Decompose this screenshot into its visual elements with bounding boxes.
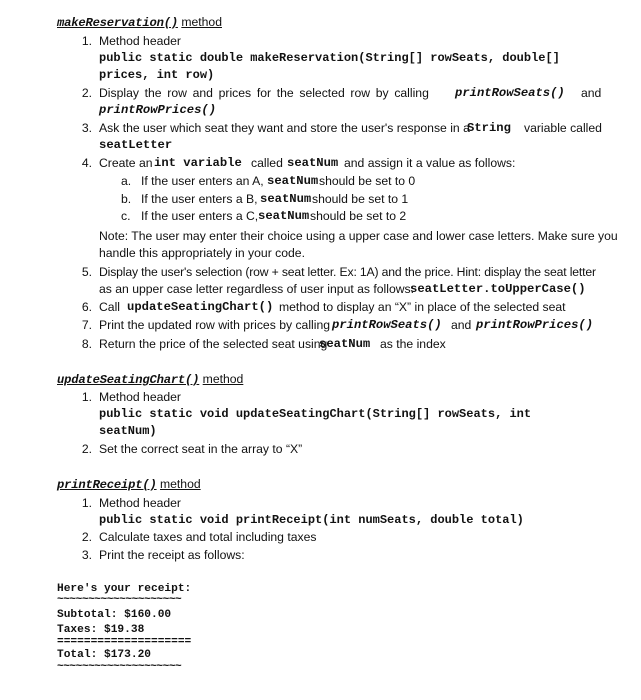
sub-step-text: should be set to 2 (310, 209, 407, 223)
step-number: 1. (81, 496, 92, 510)
sub-step-letter: b. (121, 192, 132, 206)
code-reference: seatLetter.toUpperCase() (410, 282, 586, 296)
receipt-equals-divider: ==================== (57, 636, 192, 648)
step-text: Print the receipt as follows: (99, 548, 245, 562)
step-text: Return the price of the selected seat using (99, 337, 328, 351)
step-text: variable called (524, 121, 602, 135)
method-header-code: public static double makeReservation(String[] rowSeats, double[] (99, 51, 560, 65)
sub-step-text: should be set to 0 (319, 174, 416, 188)
code-reference: printRowPrices() (476, 318, 594, 332)
receipt-total: Total: $173.20 (57, 649, 151, 661)
note-text: handle this appropriately in your code. (99, 246, 305, 260)
sub-step-text: should be set to 1 (312, 192, 409, 206)
method-header-code: public static void printReceipt(int numSeats, double total) (99, 513, 524, 527)
step-number: 6. (81, 300, 92, 314)
sub-step-text: If the user enters a C, (141, 209, 259, 223)
step-text: and assign it a value as follows: (344, 156, 516, 170)
update-seating-chart-heading (57, 371, 243, 390)
step-number: 2. (81, 530, 92, 544)
receipt-subtotal: Subtotal: $160.00 (57, 609, 172, 621)
step-text: Print the updated row with prices by calling (99, 318, 331, 332)
step-text: Call (99, 300, 120, 314)
code-reference: seatNum (260, 192, 312, 206)
step-number: 3. (81, 548, 92, 562)
print-receipt-heading (57, 476, 201, 495)
code-reference: int variable (154, 156, 242, 170)
step-text: called (251, 156, 283, 170)
code-reference: seatNum (267, 174, 319, 188)
sub-step-text: If the user enters an A, (141, 174, 264, 188)
print-receipt-title-word: method (159, 477, 201, 491)
code-reference: seatNum (287, 156, 339, 170)
code-reference: printRowSeats() (455, 86, 565, 100)
step-text: and (581, 86, 602, 100)
step-number: 1. (81, 390, 92, 404)
step-text: Method header (99, 496, 181, 510)
sub-step-letter: a. (121, 174, 132, 188)
make-reservation-title-code: makeReservation() (57, 16, 178, 30)
update-seating-chart-title-code: updateSeatingChart() (57, 373, 200, 387)
step-number: 8. (81, 337, 92, 351)
sub-step-text: If the user enters a B, (141, 192, 258, 206)
receipt-tilde-divider: ~~~~~~~~~~~~~~~~~~~~ (57, 594, 182, 606)
method-header-code: seatNum) (99, 424, 157, 438)
step-text: Set the correct seat in the array to “X” (99, 442, 303, 456)
step-text: method to display an “X” in place of the selected seat (279, 300, 566, 314)
step-text: Method header (99, 390, 181, 404)
code-reference: updateSeatingChart() (127, 300, 274, 314)
step-text: Display the user's selection (row + seat letter. Ex: 1A) and the price. Hint: display the seat letter (99, 265, 596, 279)
receipt-tilde-divider: ~~~~~~~~~~~~~~~~~~~~ (57, 661, 182, 673)
step-number: 2. (81, 442, 92, 456)
method-header-code: public static void updateSeatingChart(String[] rowSeats, int (99, 407, 532, 421)
step-text: and (451, 318, 472, 332)
make-reservation-heading (57, 14, 222, 33)
update-seating-chart-title-word: method (202, 372, 244, 386)
code-reference: seatLetter (99, 138, 173, 152)
step-text: Calculate taxes and total including taxes (99, 530, 317, 544)
step-number: 2. (81, 86, 92, 100)
step-text: as the index (380, 337, 446, 351)
method-header-code: prices, int row) (99, 68, 215, 82)
step-number: 5. (81, 265, 92, 279)
sub-step-letter: c. (121, 209, 131, 223)
receipt-heading: Here's your receipt: (57, 583, 192, 595)
note-text: Note: The user may enter their choice using a upper case and lower case letters. Make sure you (99, 229, 618, 243)
step-text: Display the row and prices for the selected row by calling (99, 86, 429, 100)
step-number: 1. (81, 34, 92, 48)
code-reference: seatNum (258, 209, 310, 223)
code-reference: seatNum (319, 337, 371, 351)
step-text: Create an (99, 156, 153, 170)
step-number: 7. (81, 318, 92, 332)
code-reference: String (467, 121, 511, 135)
step-text: Ask the user which seat they want and store the user's response in a (99, 121, 470, 135)
make-reservation-title-word: method (181, 15, 222, 29)
step-number: 3. (81, 121, 92, 135)
print-receipt-title-code: printReceipt() (57, 478, 157, 492)
receipt-taxes: Taxes: $19.38 (57, 624, 145, 636)
code-reference: printRowPrices() (99, 103, 217, 117)
step-text: as an upper case letter regardless of user input as follows: (99, 282, 415, 296)
code-reference: printRowSeats() (332, 318, 442, 332)
step-text: Method header (99, 34, 181, 48)
step-number: 4. (81, 156, 92, 170)
